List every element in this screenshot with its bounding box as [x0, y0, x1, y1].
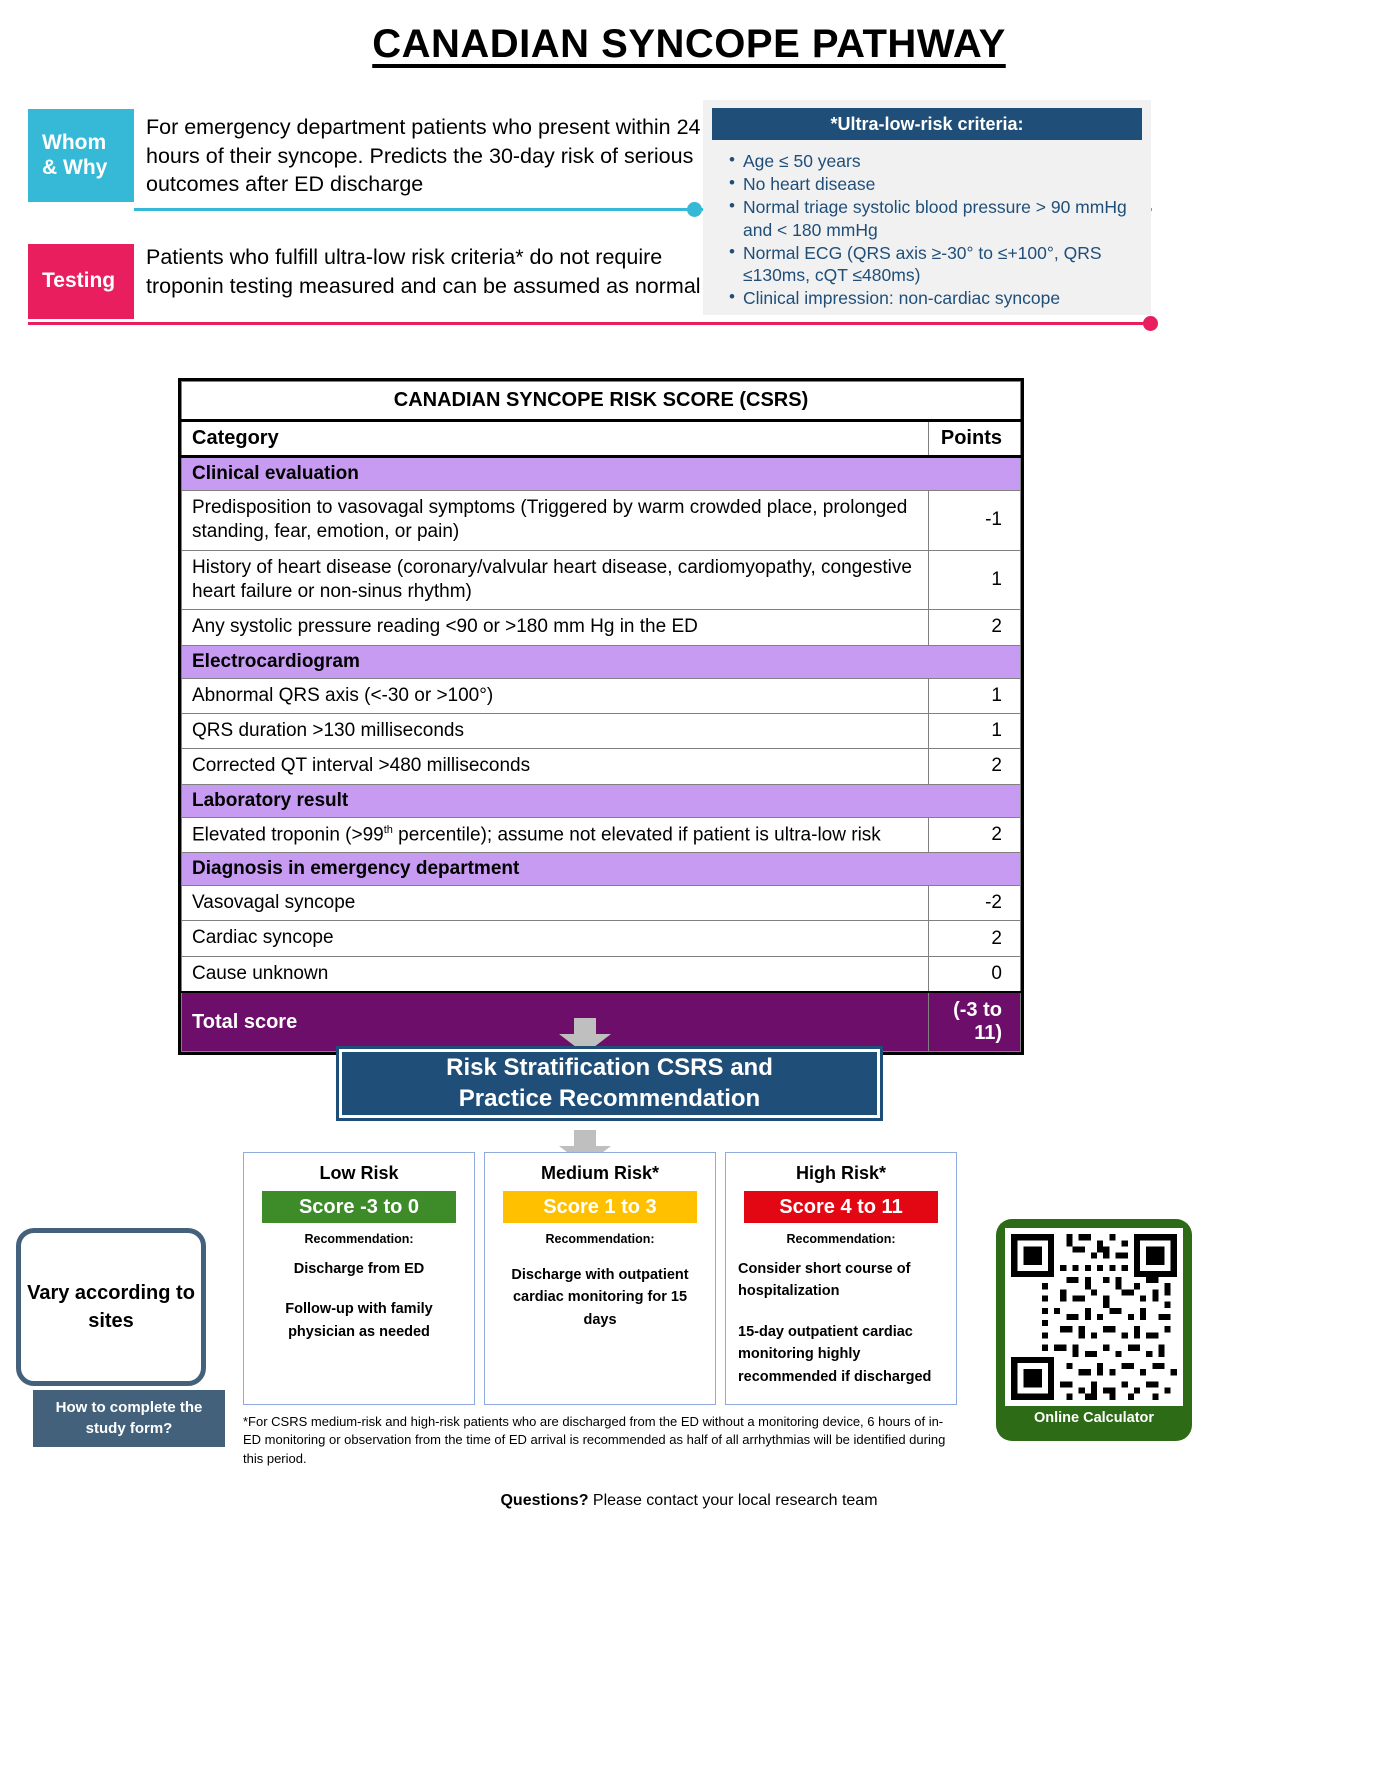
- recommendation-line: Follow-up with family physician as needed: [285, 1301, 433, 1340]
- connector-line-pink: [28, 322, 1151, 325]
- risk-card-medium: [484, 1152, 716, 1405]
- list-item: • Age ≤ 50 years: [729, 150, 1137, 172]
- item-points: 1: [929, 713, 1021, 748]
- recommendation-line: Consider short course of hospitalization: [738, 1261, 911, 1300]
- callout-tag-line1: Testing: [42, 269, 116, 293]
- footnote-text: *For CSRS medium-risk and high-risk patients who are discharged from the ED without a monitoring device, 6 hours of in-ED monitoring or observation from the time of ED arrival is recommended as half of all arrhythmias will be identified during this period.: [243, 1414, 946, 1466]
- how-to-complete-study-form-tag[interactable]: [33, 1390, 225, 1447]
- recommendation-label: Recommendation:: [786, 1232, 896, 1246]
- list-item: • Clinical impression: non-cardiac syncope: [729, 287, 1137, 309]
- risk-recommendation-body: [244, 1258, 474, 1343]
- table-row: [182, 678, 1021, 713]
- list-item: • Normal triage systolic blood pressure > 90 mmHg and < 180 mmHg: [729, 196, 1137, 240]
- item-points: 1: [929, 550, 1021, 610]
- callout-tag-line2: & Why: [42, 155, 108, 179]
- recommendation-line: Discharge with outpatient cardiac monitoring for 15 days: [511, 1267, 689, 1328]
- recommendation-line: 15-day outpatient cardiac monitoring highly recommended if discharged: [738, 1323, 932, 1385]
- csrs-table: [181, 381, 1021, 1052]
- total-score-label: Total score: [182, 992, 929, 1052]
- item-label: Abnormal QRS axis (<-30 or >100°): [182, 678, 929, 713]
- table-row: [182, 457, 1021, 491]
- recommendation-label: Recommendation:: [545, 1232, 655, 1246]
- risk-card-low: [243, 1152, 475, 1405]
- callout-text-whom-why: For emergency department patients who present within 24 hours of their syncope. Predicts the 30-day risk of serious outcomes after ED discharge: [146, 115, 701, 197]
- qr-code-icon[interactable]: [1005, 1228, 1183, 1406]
- banner-line2: Practice Recommendation: [458, 1084, 761, 1112]
- item-label-superscript: th: [383, 823, 393, 836]
- table-row: [182, 713, 1021, 748]
- connector-dot-pink: [1143, 316, 1158, 331]
- risk-card-title: Medium Risk*: [540, 1163, 660, 1183]
- item-points: 2: [929, 921, 1021, 956]
- table-row: [182, 817, 1021, 853]
- item-points: -2: [929, 886, 1021, 921]
- table-row: [182, 491, 1021, 551]
- category-label: Electrocardiogram: [182, 645, 1021, 678]
- qr-code-panel[interactable]: [996, 1219, 1192, 1441]
- banner-line1: Risk Stratification CSRS and: [446, 1054, 773, 1082]
- item-points: 0: [929, 956, 1021, 992]
- study-form-line2: study form?: [85, 1419, 173, 1437]
- item-label-part-b: percentile); assume not elevated if patient is ultra-low risk: [392, 823, 881, 845]
- risk-card-title: Low Risk: [319, 1163, 399, 1183]
- column-header-category: Category: [182, 421, 929, 457]
- table-row: [182, 956, 1021, 992]
- risk-score-badge: Score -3 to 0: [262, 1191, 456, 1223]
- category-label: Clinical evaluation: [182, 457, 1021, 491]
- category-label: Laboratory result: [182, 784, 1021, 817]
- table-row: [182, 784, 1021, 817]
- risk-score-badge: Score 1 to 3: [503, 1191, 697, 1223]
- connector-dot-cyan: [687, 202, 702, 217]
- item-label: QRS duration >130 milliseconds: [182, 713, 929, 748]
- item-label: Any systolic pressure reading <90 or >180 mm Hg in the ED: [182, 610, 929, 645]
- table-row: [182, 610, 1021, 645]
- risk-recommendation-body: [485, 1264, 715, 1331]
- item-label: History of heart disease (coronary/valvular heart disease, cardiomyopathy, congestive heart failure or non-sinus rhythm): [182, 550, 929, 610]
- vary-according-to-sites-box: Vary according to sites: [16, 1228, 206, 1386]
- ultra-low-risk-list: [703, 150, 1151, 310]
- item-label: Vasovagal syncope: [182, 886, 929, 921]
- list-item: • No heart disease: [729, 173, 1137, 195]
- item-label: Predisposition to vasovagal symptoms (Triggered by warm crowded place, prolonged standing, fear, emotion, or pain): [182, 491, 929, 551]
- category-label: Diagnosis in emergency department: [182, 853, 1021, 886]
- questions-rest: Please contact your local research team: [588, 1492, 878, 1509]
- qr-code-label: Online Calculator: [1033, 1410, 1155, 1426]
- callout-tag-testing: [28, 244, 134, 319]
- ultra-low-risk-header: *Ultra-low-risk criteria:: [712, 108, 1142, 140]
- table-row: [182, 550, 1021, 610]
- item-label: Cardiac syncope: [182, 921, 929, 956]
- item-label: Corrected QT interval >480 milliseconds: [182, 749, 929, 784]
- csrs-table-container: [178, 378, 1024, 1055]
- table-title-row: [182, 382, 1021, 421]
- table-row: [182, 921, 1021, 956]
- item-points: 2: [929, 817, 1021, 853]
- item-points: 1: [929, 678, 1021, 713]
- callout-tag-line1: Whom: [42, 131, 107, 155]
- risk-score-badge: Score 4 to 11: [744, 1191, 938, 1223]
- item-points: 2: [929, 749, 1021, 784]
- questions-line: [0, 1492, 1378, 1510]
- risk-stratification-banner: [336, 1046, 883, 1121]
- callout-tag-whom-why: [28, 109, 134, 202]
- table-row: [182, 886, 1021, 921]
- table-row: [182, 853, 1021, 886]
- table-header-row: [182, 421, 1021, 457]
- questions-bold: Questions?: [500, 1492, 589, 1509]
- list-item: • Normal ECG (QRS axis ≥-30° to ≤+100°, QRS ≤130ms, cQT ≤480ms): [729, 242, 1137, 286]
- risk-card-title: High Risk*: [795, 1163, 887, 1183]
- item-label-part-a: Elevated troponin (>99: [192, 823, 384, 845]
- recommendation-label: Recommendation:: [304, 1232, 414, 1246]
- page-title: CANADIAN SYNCOPE PATHWAY: [372, 22, 1006, 66]
- recommendation-line: Discharge from ED: [293, 1261, 425, 1277]
- item-points: 2: [929, 610, 1021, 645]
- csrs-title: CANADIAN SYNCOPE RISK SCORE (CSRS): [182, 382, 1021, 421]
- item-label: [182, 817, 929, 853]
- table-row: [182, 749, 1021, 784]
- column-header-points: Points: [929, 421, 1021, 457]
- risk-card-high: [725, 1152, 957, 1405]
- callout-text-testing: Patients who fulfill ultra-low risk criteria* do not require troponin testing measured and can be assumed as normal: [146, 245, 701, 298]
- table-row: [182, 645, 1021, 678]
- ultra-low-risk-panel: [703, 100, 1151, 315]
- total-score-points: (-3 to 11): [929, 992, 1021, 1052]
- item-label: Cause unknown: [182, 956, 929, 992]
- item-points: -1: [929, 491, 1021, 551]
- risk-recommendation-body: [726, 1258, 956, 1388]
- study-form-line1: How to complete the: [55, 1399, 203, 1417]
